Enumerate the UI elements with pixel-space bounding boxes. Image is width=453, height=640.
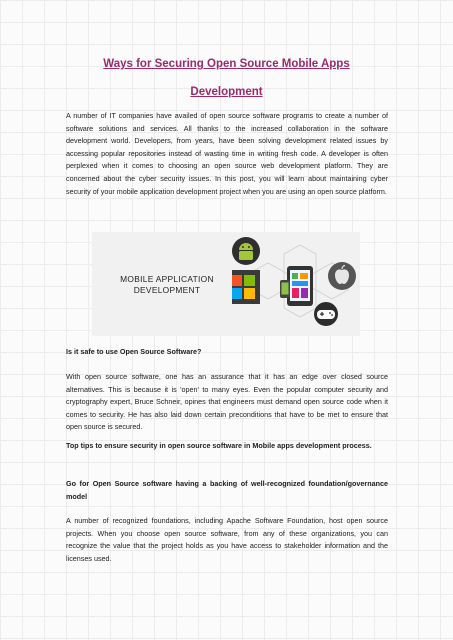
banner-caption [104,274,230,296]
tips-heading: Top tips to ensure security in open source software in Mobile apps development process. [66,441,372,450]
android-icon [232,237,260,265]
question-heading: Is it safe to use Open Source Software? [66,347,202,356]
foundation-paragraph: A number of recognized foundations, including Apache Software Foundation, host open source projects. When you choose open source software, from any of these organizations, you can recognize the value that the project holds as you have access to stakeholder information and the licenses used. [66,516,388,563]
tablet-icon [280,266,313,306]
document-title-line-1: Ways for Securing Open Source Mobile Apps [103,58,350,70]
intro-paragraph: A number of IT companies have availed of open source software programs to create a number of software solutions and services. All thanks to the increased collaboration in the software development world. Developers, from years, have been solving development related issues by accessing popular repositories instead of wasting time in writing fresh code. A developer is often perplexed when it comes to choosing an open source web development platform. They are concerned about the cyber security issues. In this post, you will learn about maintaining cyber security of your mobile application development project when you are using an open source platform. [66,111,388,196]
windows-icon [232,270,260,304]
foundation-heading: Go for Open Source software having a backing of well-recognized foundation/governance model [66,479,388,501]
apple-icon [328,262,356,290]
open-source-paragraph: With open source software, one has an assurance that it has an edge over closed source alternatives. This is because it is 'open' to many eyes. Even the popular computer security and cryptography expert, Bruce Schneir, opines that engineers must demand open source code when it comes to security. He has also laid down certain preconditions that have to be met to ensure that open source is secured. [66,372,388,432]
banner-graphic [232,232,360,336]
document-title-line-2: Development [190,86,263,98]
mobile-app-banner [92,232,360,336]
banner-line-2: DEVELOPMENT [133,285,201,295]
gamepad-icon [314,302,338,326]
banner-line-1: MOBILE APPLICATION [120,274,214,284]
